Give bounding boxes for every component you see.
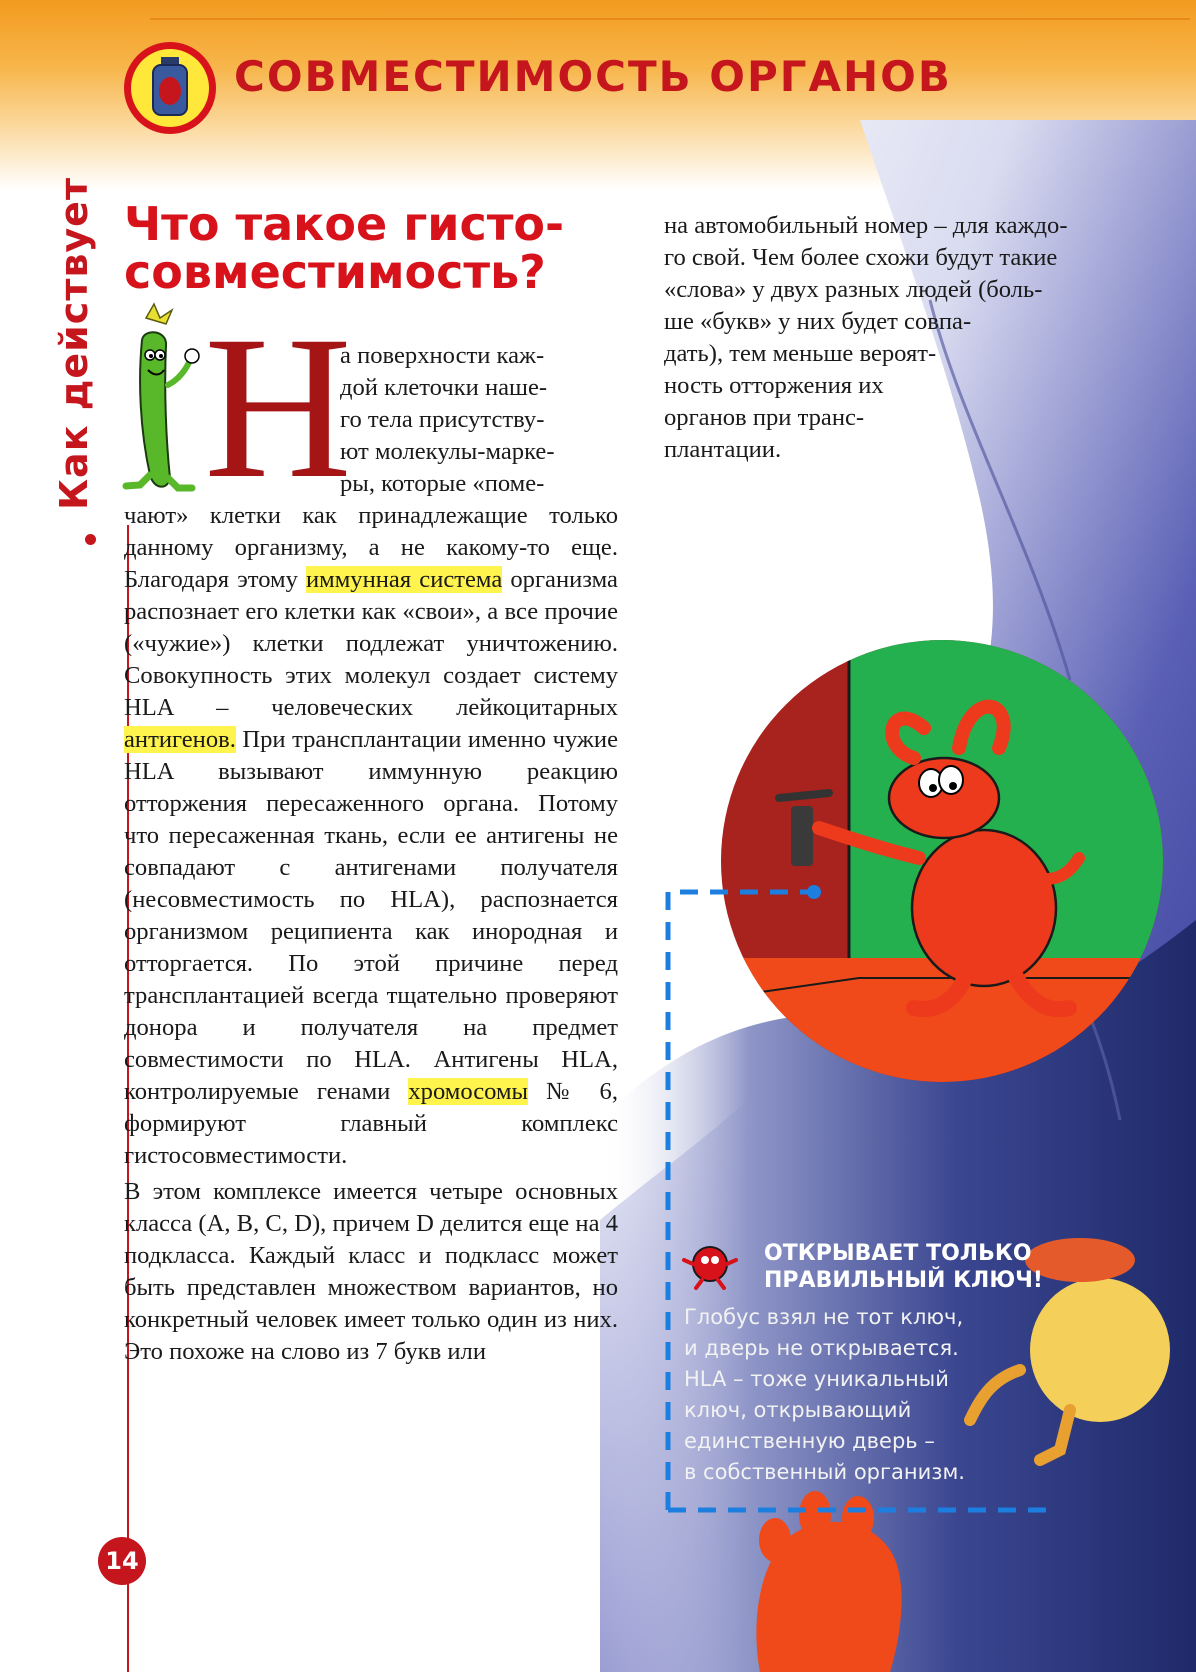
highlight-immune-system: иммунная система bbox=[306, 566, 503, 593]
paragraph-text: чают» клетки как принадлежащие только данному организму, а не какому-то еще. Благодаря этому bbox=[124, 502, 618, 593]
jar-icon bbox=[131, 49, 209, 127]
lead-line: ют молекулы-марке- bbox=[340, 438, 555, 465]
callout-title bbox=[764, 1240, 1043, 1294]
side-dot bbox=[85, 534, 96, 545]
article-left-column bbox=[124, 340, 618, 1368]
callout-text bbox=[684, 1302, 965, 1488]
callout-text-line: в собственный организм. bbox=[684, 1460, 965, 1484]
text-line: на автомобильный номер – для каждо- bbox=[664, 212, 1068, 239]
callout-text-line: Глобус взял не тот ключ, bbox=[684, 1305, 964, 1329]
page-number: 14 bbox=[98, 1537, 146, 1585]
article-heading bbox=[124, 197, 594, 299]
paragraph-text: организма распознает его клетки как «свои», а все прочие («чужие») клетки подлежат уничтожению. Совокупность этих молекул создает систему HLA – человеческих лейкоцитарных bbox=[124, 566, 618, 721]
side-label: Как действует bbox=[52, 177, 96, 510]
text-line: органов при транс- bbox=[664, 404, 865, 431]
text-line: го свой. Чем более схожи будут такие bbox=[664, 244, 1058, 271]
lead-line: ры, которые «поме- bbox=[340, 470, 545, 497]
lead-lines bbox=[340, 340, 618, 500]
highlight-antigens: антигенов. bbox=[124, 726, 236, 753]
callout-text-line: единственную дверь – bbox=[684, 1429, 935, 1453]
drop-cap: Н bbox=[204, 294, 353, 521]
text-line: ность отторжения их bbox=[664, 372, 884, 399]
lead-line: а поверхности каж- bbox=[340, 342, 545, 369]
text-line: ше «букв» у них будет совпа- bbox=[664, 308, 972, 335]
highlight-chromosome: хромосомы bbox=[408, 1078, 529, 1105]
heading-line-2: совместимость? bbox=[124, 245, 546, 299]
article-right-column bbox=[664, 210, 1154, 466]
text-line: плантации. bbox=[664, 436, 782, 463]
red-globe-creature-icon bbox=[682, 1240, 738, 1290]
organ-jar-emblem bbox=[124, 42, 216, 134]
paragraph-text: При трансплантации именно чужие HLA вызывают иммунную реакцию отторжения пересаженного органа. Потому что пересаженная ткань, если ее антигены не совпадают с антигенами получателя (несовместимость по HLA), распознается организмом реципиента как инородная и отторгается. По этой причине перед трансплантацией всегда тщательно проверяют донора и получателя на предмет совместимости по HLA. Антигены HLA, контролируемые генами bbox=[124, 726, 618, 1105]
callout-text-line: HLA – тоже уникальный bbox=[684, 1367, 949, 1391]
callout-text-line: ключ, открывающий bbox=[684, 1398, 912, 1422]
paragraph-2: В этом комплексе имеется четыре основных класса (A, B, C, D), причем D делится еще на 4 подкласса. Каждый класс и подкласс может быть представлен множеством вариантов, но конкретный человек имеет только один из них. Это похоже на слово из 7 букв или bbox=[124, 1178, 618, 1365]
lead-line: го тела присутству- bbox=[340, 406, 545, 433]
callout-title-line: ОТКРЫВАЕТ ТОЛЬКО bbox=[764, 1241, 1032, 1266]
lead-line: дой клеточки наше- bbox=[340, 374, 548, 401]
paragraph-text: № 6, формируют главный комплекс гистосовместимости. bbox=[124, 1078, 618, 1169]
header-rule bbox=[150, 18, 1190, 20]
paragraph-1 bbox=[124, 500, 618, 1172]
section-title: СОВМЕСТИМОСТЬ ОРГАНОВ bbox=[234, 52, 952, 101]
heading-line-1: Что такое гисто- bbox=[124, 197, 565, 251]
callout-title-line: ПРАВИЛЬНЫЙ КЛЮЧ! bbox=[764, 1268, 1043, 1293]
text-line: «слова» у двух разных людей (боль- bbox=[664, 276, 1043, 303]
text-line: дать), тем меньше вероят- bbox=[664, 340, 937, 367]
callout-text-line: и дверь не открывается. bbox=[684, 1336, 959, 1360]
